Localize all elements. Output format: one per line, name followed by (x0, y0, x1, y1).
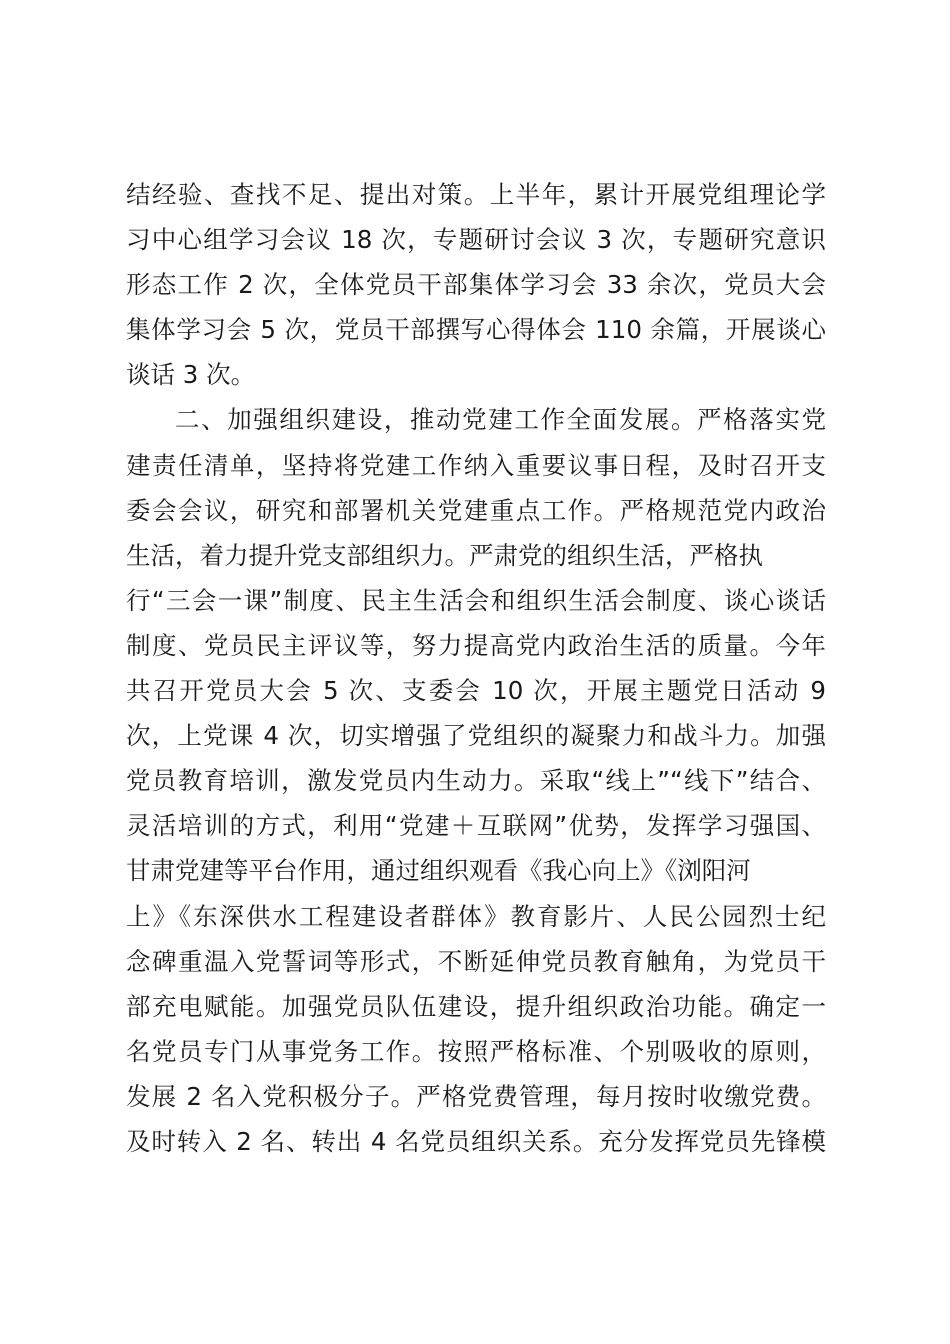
text-line: 形态工作 2 次，全体党员干部集体学习会 33 余次，党员大会 (126, 270, 826, 300)
text-line: 上》《东深供水工程建设者群体》教育影片、人民公园烈士纪 (126, 901, 826, 931)
text-line: 部充电赋能。加强党员队伍建设，提升组织政治功能。确定一 (126, 991, 826, 1021)
text-line: 念碑重温入党誓词等形式，不断延伸党员教育触角，为党员干 (126, 946, 826, 976)
text-line: 党员教育培训，激发党员内生动力。采取“线上”“线下”结合、 (126, 766, 826, 796)
text-line: 共召开党员大会 5 次、支委会 10 次，开展主题党日活动 9 (126, 676, 826, 706)
text-line: 谈话 3 次。 (126, 360, 256, 390)
text-line: 甘肃党建等平台作用，通过组织观看《我心向上》《浏阳河 (126, 856, 751, 886)
text-line: 制度、党员民主评议等，努力提高党内政治生活的质量。今年 (126, 630, 826, 660)
text-line: 行“三会一课”制度、民主生活会和组织生活会制度、谈心谈话 (126, 585, 826, 615)
text-line: 名党员专门从事党务工作。按照严格标准、个别吸收的原则， (126, 1036, 826, 1066)
text-line: 建责任清单，坚持将党建工作纳入重要议事日程，及时召开支 (126, 450, 826, 480)
text-line: 生活，着力提升党支部组织力。严肃党的组织生活，严格执 (126, 540, 763, 570)
text-line: 发展 2 名入党积极分子。严格党费管理，每月按时收缴党费。 (126, 1081, 826, 1111)
text-line: 结经验、查找不足、提出对策。上半年，累计开展党组理论学 (126, 180, 826, 209)
text-line: 习中心组学习会议 18 次，专题研讨会议 3 次，专题研究意识 (126, 225, 826, 255)
paragraph-heading-line: 二、加强组织建设，推动党建工作全面发展。严格落实党 (175, 405, 826, 435)
text-line: 灵活培训的方式，利用“党建＋互联网”优势，发挥学习强国、 (126, 811, 826, 841)
text-line: 委会会议，研究和部署机关党建重点工作。严格规范党内政治 (126, 495, 826, 525)
text-line: 次，上党课 4 次，切实增强了党组织的凝聚力和战斗力。加强 (126, 721, 826, 751)
text-line: 及时转入 2 名、转出 4 名党员组织关系。充分发挥党员先锋模 (126, 1126, 826, 1156)
text-line: 集体学习会 5 次，党员干部撰写心得体会 110 余篇，开展谈心 (126, 315, 826, 345)
body-text (126, 172, 826, 1164)
